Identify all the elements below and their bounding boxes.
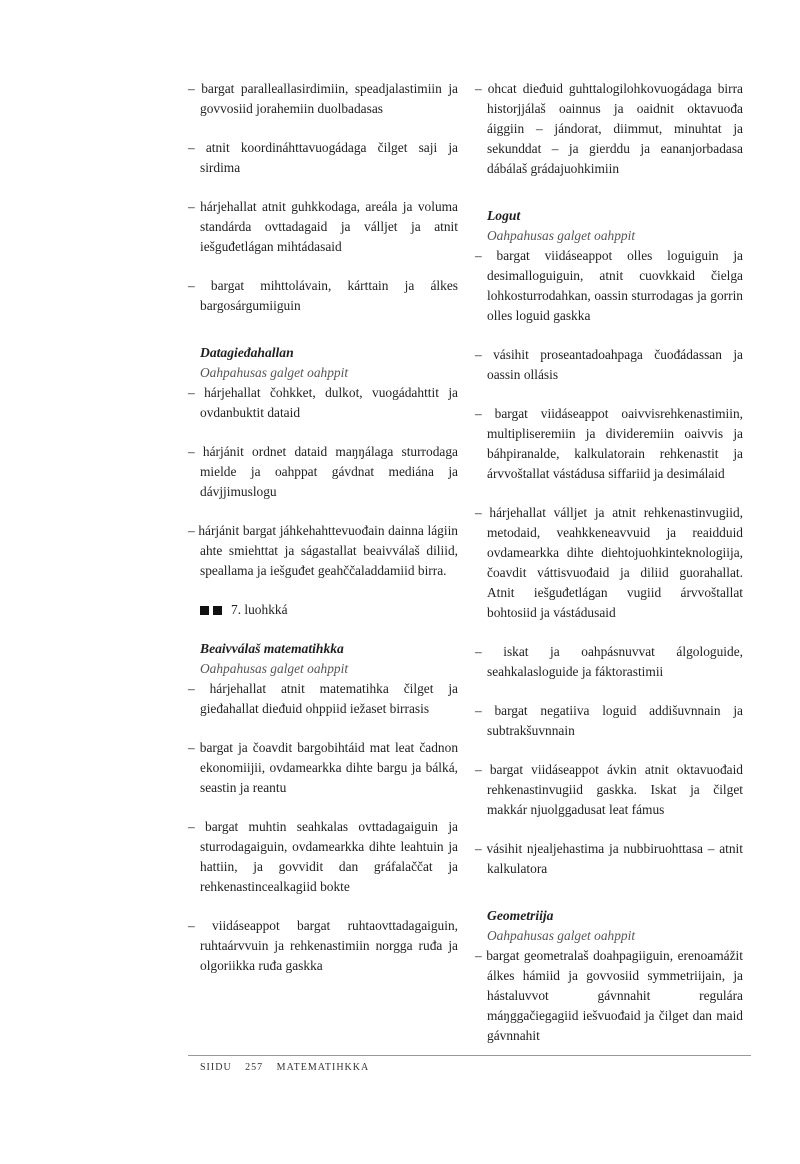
section-subheading: Oahpahusas galget oahppit [487, 228, 636, 243]
section-subheading: Oahpahusas galget oahppit [200, 365, 349, 380]
grade-heading [188, 600, 458, 620]
list-item: – iskat ja oahpásnuvvat álgologuide, seahkalasloguide ja fáktorastimii [475, 642, 743, 682]
list-item: – bargat ja čoavdit bargobihtáid mat leat čadnon ekonomiijii, ovdamearkka dihte bargu ja bálká, seastin ja reantu [188, 738, 458, 798]
list-item: – hárjánit ordnet dataid maŋŋálaga sturrodaga mielde ja oahppat gávdnat mediána ja dávjjimuslogu [188, 442, 458, 502]
section-subheading: Oahpahusas galget oahppit [200, 661, 349, 676]
list-item: – hárjánit bargat jáhkehahttevuođain dainna lágiin ahte smiehttat ja ságastallat beaivválaš diliid, speallama ja iešguđet geahččaladdamiid birra. [188, 521, 458, 581]
list-item: – hárjehallat atnit guhkkodaga, areála ja voluma standárda ovttadagaid ja válljet ja atnit iešguđetlágan mihtádasaid [188, 197, 458, 257]
left-column [188, 79, 458, 995]
list-item: – bargat paralleallasirdimiin, speadjalastimiin ja govvosiid jorahemiin duolbadasas [188, 79, 458, 119]
list-item: – bargat geometralaš doahpagiiguin, erenoamážit álkes hámiid ja govvosiid symmetriijain, ja hástaluvvot gávnnahit regulára máŋggačiegagiid iešvuođaid ja čilget dan maid gávnnahit [475, 946, 743, 1046]
list-item: – vásihit njealjehastima ja nubbiruohttasa – atnit kalkulatora [475, 839, 743, 879]
section-subheading: Oahpahusas galget oahppit [487, 928, 636, 943]
list-item: – bargat viidáseappot olles loguiguin ja desimalloguiguin, atnit cuovkkaid čielga lohkosturrodahkan, oassin sturrodagas ja gorrin olles loguid gaskka [475, 246, 743, 326]
page-number: 257 [245, 1062, 264, 1073]
list-item: – bargat viidáseappot ávkin atnit oktavuođaid rehkenastinvugiid gaskka. Iskat ja čilget makkár njuolggadusat leat fámus [475, 760, 743, 820]
right-column [475, 79, 743, 1065]
section-heading: Datagieđahallan [200, 345, 294, 360]
list-item: – bargat negatiiva loguid addišuvnnain ja subtrakšuvnnain [475, 701, 743, 741]
list-item: – hárjehallat atnit matematihka čilget ja gieđahallat dieđuid ohppiid iežaset birrasis [188, 679, 458, 719]
section-heading: Geometriija [487, 908, 554, 923]
square-bullet-icon [200, 606, 209, 615]
section-heading: Logut [487, 208, 521, 223]
list-item: – ohcat dieđuid guhttalogilohkovuogádaga birra historjjálaš oainnus ja oaidnit oktavuođa áiggiin – jándorat, diimmut, minuhtat ja sekunddat – ja gierddu ja eananjorbadasa dábálaš grádajuohkimiin [475, 79, 743, 179]
square-bullet-icon [213, 606, 222, 615]
list-item: – vásihit proseantadoahpaga čuođádassan ja oassin ollásis [475, 345, 743, 385]
footer-rule [188, 1055, 751, 1056]
list-item: – bargat muhtin seahkalas ovttadagaiguin ja sturrodagaiguin, ovdamearkka dihte leahtuin ja hattiin, ja govvidit dan gráfalaččat ja rehkenastincealkagiid bokte [188, 817, 458, 897]
list-item: – hárjehallat čohkket, dulkot, vuogádahttit ja ovdanbuktit dataid [188, 383, 458, 423]
list-item: – bargat mihttolávain, kárttain ja álkes bargosárgumiiguin [188, 276, 458, 316]
list-item: – atnit koordináhttavuogádaga čilget saji ja sirdima [188, 138, 458, 178]
section-heading: Beaivválaš matematihkka [200, 641, 344, 656]
grade-label: 7. luohkká [231, 602, 288, 617]
list-item: – hárjehallat válljet ja atnit rehkenastinvugiid, metodaid, veahkkeneavvuid ja reaidduid ovdamearkka dihte diehtojuohkinteknologiija, čoavdit váttisvuođaid ja diliid guorahallat. Atnit iešguđetlágan vugiid árvvoštallat bohtosiid ja vástádusaid [475, 503, 743, 623]
section-title: MATEMATIHKKA [276, 1062, 370, 1073]
list-item: – bargat viidáseappot oaivvisrehkenastimiin, multipliseremiin ja divideremiin oaivvis ja báhpiranalde, kalkulatorain rehkenastit ja árvvoštallat vástádusa siffariid ja desimálaid [475, 404, 743, 484]
page-footer [200, 1062, 379, 1073]
list-item: – viidáseappot bargat ruhtaovttadagaiguin, ruhtaárvvuin ja rehkenastimiin norgga ruđa ja olgoriikka ruđa gaskka [188, 916, 458, 976]
footer-label: SIIDU [200, 1062, 232, 1073]
